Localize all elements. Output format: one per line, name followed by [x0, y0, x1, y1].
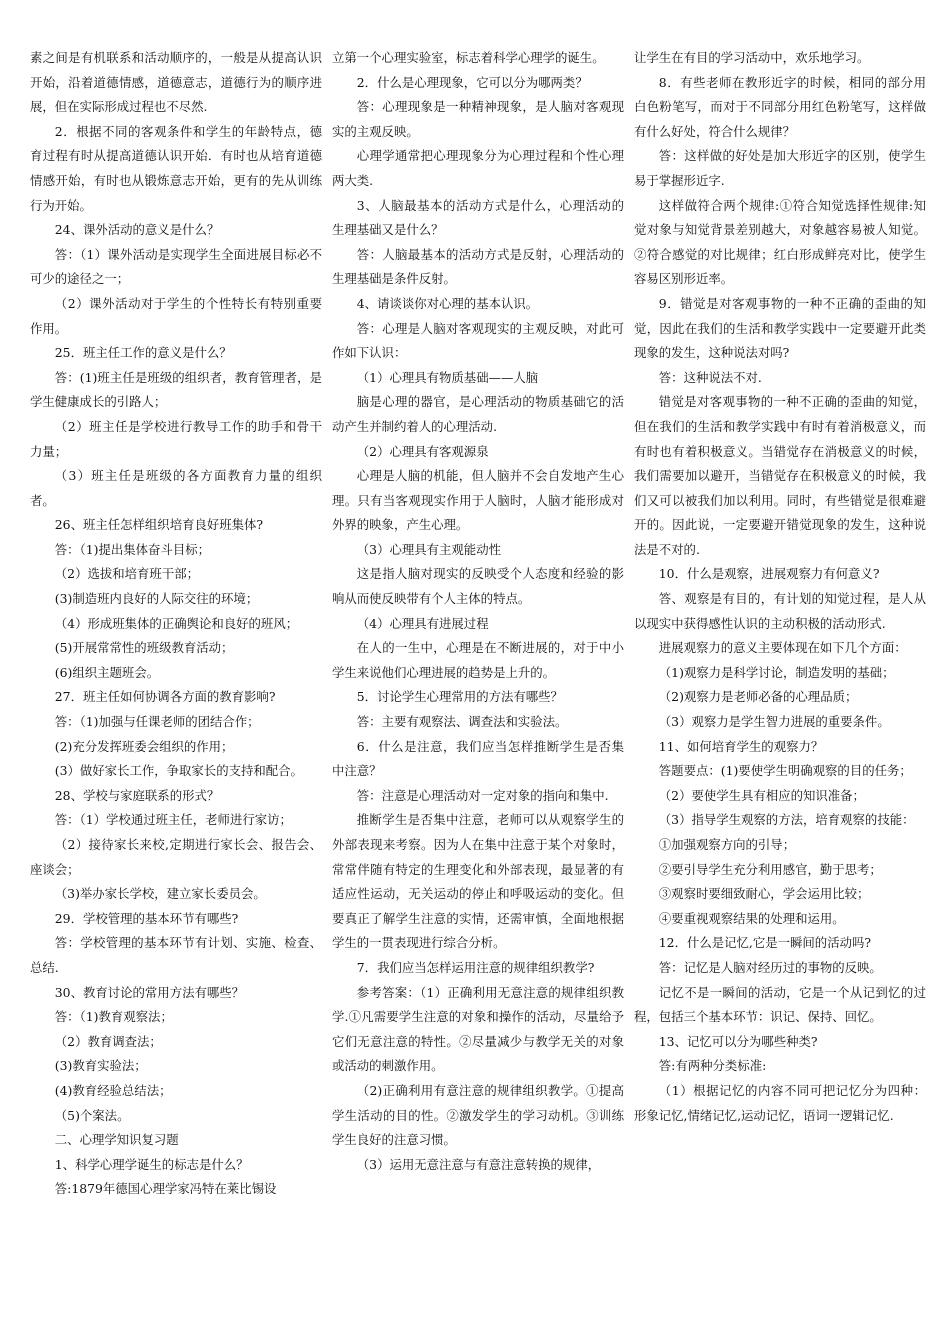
paragraph: 9．错觉是对客观事物的一种不正确的歪曲的知觉，因此在我们的生活和教学实践中一定要避开此类现象的发生，这种说法对吗? — [634, 295, 926, 361]
paragraph: 让学生在有目的学习活动中，欢乐地学习。 — [634, 50, 870, 65]
paragraph: 29．学校管理的基本环节有哪些? — [54, 910, 239, 926]
paragraph: 答：（1)教育观察法； — [54, 1009, 173, 1025]
paragraph: 脑是心理的器官，是心理活动的物质基础它的活动产生并制约着人的心理活动. — [332, 394, 624, 434]
paragraph: ①加强观察方向的引导； — [658, 837, 796, 852]
paragraph: 这是指人脑对现实的反映受个人态度和经验的影响从而使反映带有个人主体的特点。 — [332, 566, 624, 607]
paragraph: （3）指导学生观察的方法，培育观察的技能： — [658, 812, 915, 828]
paragraph: （1）心理具有物质基础——人脑 — [356, 369, 539, 385]
paragraph: 11、如何培育学生的观察力？ — [658, 738, 824, 754]
text-column-right — [634, 46, 926, 1344]
paragraph: ②要引导学生充分利用感官，勤于思考； — [658, 861, 882, 877]
paragraph: 7．我们应当怎样运用注意的规律组织教学? — [356, 959, 595, 975]
paragraph: 25．班主任工作的意义是什么？ — [54, 345, 232, 361]
paragraph: （2）心理具有客观源泉 — [356, 443, 489, 459]
paragraph: 答、观察是有目的，有计划的知觉过程，是人从以现实中获得感性认识的主动积极的活动形式. — [634, 591, 926, 631]
paragraph: 答：这种说法不对. — [658, 369, 762, 385]
paragraph: 心理是人脑的机能，但人脑并不会自发地产生心理。只有当客观现实作用于人脑时，人脑才能形成对外界的映象，产生心理。 — [332, 468, 624, 533]
paragraph: 24、课外活动的意义是什么？ — [54, 222, 220, 238]
paragraph: 答：(1)班主任是班级的组织者，教育管理者，是学生健康成长的引路人； — [30, 369, 322, 410]
paragraph: 26、班主任怎样组织培育良好班集体? — [54, 517, 264, 533]
paragraph: 8．有些老师在教形近字的时候，相同的部分用白色粉笔写，而对于不同部分用红色粉笔写，这样做有什么好处，符合什么规律？ — [634, 74, 926, 139]
paragraph: 12．什么是记忆,它是一瞬间的活动吗? — [658, 935, 872, 951]
paragraph: 二、心理学知识复习题 — [54, 1132, 179, 1148]
paragraph: （5)个案法。 — [54, 1107, 130, 1123]
paragraph: （4）心理具有进展过程 — [356, 615, 489, 631]
paragraph: (2)充分发挥班委会组织的作用； — [54, 738, 234, 754]
paragraph: （1)观察力是科学讨论，制造发明的基础； — [658, 664, 895, 680]
paragraph: （2）课外活动对于学生的个性特长有特别重要作用。 — [30, 295, 322, 336]
text-column-left — [30, 46, 322, 1344]
paragraph: 这样做符合两个规律:①符合知觉选择性规律:知觉对象与知觉背景差别越大，对象越容易被人知觉。②符合感觉的对比规律；红白形成鲜亮对比，使学生容易区别形近率。 — [634, 197, 926, 287]
text-column-middle — [332, 46, 624, 1344]
paragraph: 答：（1）学校通过班主任，老师进行家访； — [54, 812, 292, 828]
paragraph: （3)举办家长学校，建立家长委员会。 — [54, 886, 266, 902]
paragraph: 答：（1)加强与任课老师的团结合作； — [54, 714, 260, 730]
paragraph: 5．讨论学生心理常用的方法有哪些？ — [356, 689, 563, 705]
paragraph: （4）形成班集体的正确舆论和良好的班风； — [54, 615, 299, 631]
paragraph: （3）心理具有主观能动性 — [356, 541, 501, 557]
paragraph: (5)开展常常性的班级教育活动； — [54, 640, 234, 656]
paragraph: ③观察时要细致耐心，学会运用比较； — [658, 886, 870, 902]
paragraph: 10．什么是观察，进展观察力有何意义? — [658, 566, 880, 582]
paragraph: 心理学通常把心理现象分为心理过程和个性心理两大类. — [332, 148, 624, 188]
paragraph: 2．什么是心理现象，它可以分为哪两类？ — [356, 74, 588, 90]
paragraph: 答：这样做的好处是加大形近字的区别，使学生易于掌握形近字. — [634, 148, 926, 188]
paragraph: 2．根据不同的客观条件和学生的年龄特点，德育过程有时从提高道德认识开始．有时也从培育道德情感开始，有时也从锻炼意志开始，更有的先从训练行为开始。 — [30, 123, 322, 213]
paragraph: ④要重视观察结果的处理和运用。 — [658, 910, 845, 926]
paragraph: 4、请谈谈你对心理的基本认识。 — [356, 295, 539, 311]
paragraph: （2）选拔和培育班干部； — [54, 566, 199, 582]
paragraph: 答：人脑最基本的活动方式是反射，心理活动的生理基础是条件反射。 — [332, 246, 624, 287]
paragraph: 答:1879年德国心理学家冯特在莱比锡设 — [54, 1181, 277, 1197]
paragraph: (3）做好家长工作，争取家长的支持和配合。 — [54, 763, 303, 779]
paragraph: 参考答案：（1）正确利用无意注意的规律组织教学.①凡需要学生注意的对象和操作的活动，尽量给予它们无意注意的特性。②尽量减少与教学无关的对象或活动的刺激作用。 — [332, 984, 624, 1074]
paragraph: （3）班主任是班级的各方面教育力量的组织者。 — [30, 468, 322, 508]
paragraph: (6)组织主题班会。 — [54, 664, 160, 680]
paragraph: 答：记忆是人脑对经历过的事物的反映。 — [658, 959, 882, 975]
paragraph: 答：注意是心理活动对一定对象的指向和集中. — [356, 787, 609, 803]
paragraph: 答：学校管理的基本环节有计划、实施、检查、总结. — [30, 935, 322, 975]
paragraph: 答：（1）课外活动是实现学生全面进展目标必不可少的途径之一； — [30, 246, 322, 287]
paragraph: 13、记忆可以分为哪些种类? — [658, 1033, 818, 1049]
paragraph: (3)制造班内良好的人际交往的环境； — [54, 591, 259, 607]
paragraph: 素之间是有机联系和活动顺序的，一般是从提高认识开始，沿着道德情感，道德意志，道德行为的顺序进展，但在实际形成过程也不尽然. — [30, 50, 322, 115]
paragraph: 1、科学心理学诞生的标志是什么？ — [54, 1156, 249, 1172]
paragraph: （2)观察力是老师必备的心理品质； — [658, 689, 858, 705]
paragraph: 答：（1)提出集体奋斗目标； — [54, 541, 211, 557]
paragraph: 立第一个心理实验室，标志着科学心理学的诞生。 — [332, 50, 605, 65]
paragraph: 进展观察力的意义主要体现在如下几个方面： — [658, 640, 907, 656]
paragraph: 6．什么是注意，我们应当怎样推断学生是否集中注意？ — [332, 738, 624, 779]
paragraph: （3）运用无意注意与有意注意转换的规律， — [356, 1156, 601, 1172]
paragraph: 答:有两种分类标准: — [658, 1058, 767, 1074]
paragraph: （3）观察力是学生智力进展的重要条件。 — [658, 714, 890, 730]
paragraph: （2)正确利用有意注意的规律组织教学。①提高学生活动的目的性。②激发学生的学习动机。③训练学生良好的注意习惯。 — [332, 1082, 624, 1148]
paragraph: 答：主要有观察法、调查法和实验法。 — [356, 714, 568, 730]
paragraph: 答：心理是人脑对客观现实的主观反映，对此可作如下认识： — [332, 320, 624, 361]
paragraph: 3、人脑最基本的活动方式是什么，心理活动的生理基础又是什么？ — [332, 197, 624, 238]
paragraph: （1）根据记忆的内容不同可把记忆分为四种：形象记忆,情绪记忆,运动记忆，语词一逻辑记忆. — [634, 1082, 926, 1123]
paragraph: 27．班主任如何协调各方面的教育影响? — [54, 689, 276, 705]
paragraph: （2）接待家长来校,定期进行家长会、报告会、座谈会； — [30, 837, 322, 877]
paragraph: (4)教育经验总结法； — [54, 1082, 172, 1098]
paragraph: 答题要点：(1)要使学生明确观察的目的任务； — [658, 763, 912, 779]
paragraph: 28、学校与家庭联系的形式？ — [54, 787, 220, 803]
paragraph: (3)教育实验法； — [54, 1058, 147, 1074]
paragraph: （2）班主任是学校进行教导工作的助手和骨干力量； — [30, 418, 322, 459]
paragraph: 30、教育讨论的常用方法有哪些？ — [54, 984, 245, 1000]
paragraph: 错觉是对客观事物的一种不正确的歪曲的知觉，但在我们的生活和教学实践中有时有着消极意义，而有时也有着积极意义。当错觉存在消极意义的时候，我们需要加以避开，当错觉存在积极意义的时候，我们又可以被我们加以利用。同时，有些错觉是很难避开的。因此说，一定要避开错觉现象的发生，这种说法是不对的. — [634, 394, 926, 557]
paragraph: （2）要使学生具有相应的知识准备； — [658, 787, 865, 803]
paragraph: 在人的一生中，心理是在不断进展的，对于中小学生来说他们心理进展的趋势是上升的。 — [332, 640, 624, 680]
paragraph: （2）教育调查法； — [54, 1033, 162, 1049]
paragraph: 答：心理现象是一种精神现象，是人脑对客观现实的主观反映。 — [332, 99, 624, 139]
paragraph: 记忆不是一瞬间的活动，它是一个从记到忆的过程，包括三个基本环节：识记、保持、回忆。 — [634, 984, 926, 1025]
paragraph: 推断学生是否集中注意，老师可以从观察学生的外部表现来考察。因为人在集中注意于某个对象时，常常伴随有特定的生理变化和外部表现，最显著的有适应性运动，无关运动的停止和呼吸运动的变化。但要真正了解学生注意的实情，还需审慎，全面地根据学生的一贯表现进行综合分析。 — [332, 812, 624, 951]
